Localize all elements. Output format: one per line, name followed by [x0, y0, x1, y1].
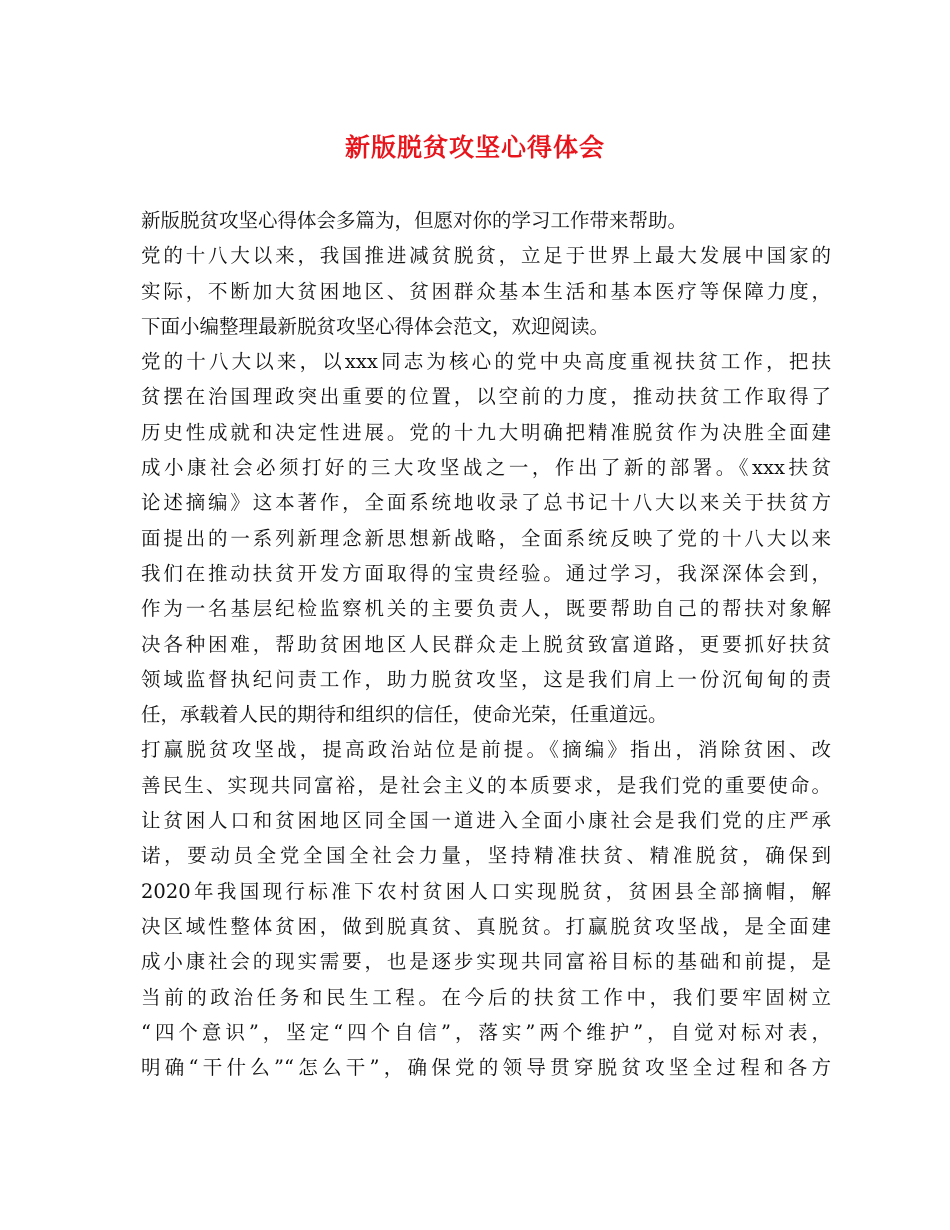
body-line: 领域监督执纪问责工作，助力脱贫攻坚，这是我们肩上一份沉甸甸的责 — [141, 667, 831, 691]
body-line: 历史性成就和决定性进展。党的十九大明确把精准脱贫作为决胜全面建 — [141, 420, 831, 444]
body-line: 实际，不断加大贫困地区、贫困群众基本生活和基本医疗等保障力度， — [141, 279, 831, 303]
document-title: 新版脱贫攻坚心得体会 — [344, 133, 605, 162]
body-line: 明确“干什么”“怎么干”，确保党的领导贯穿脱贫攻坚全过程和各方 — [141, 1056, 831, 1080]
body-line: 新版脱贫攻坚心得体会多篇为，但愿对你的学习工作带来帮助。 — [141, 209, 688, 232]
body-line: 善民生、实现共同富裕，是社会主义的本质要求，是我们党的重要使命。 — [141, 773, 831, 797]
body-line: 党的十八大以来，我国推进减贫脱贫，立足于世界上最大发展中国家的 — [141, 244, 831, 268]
body-line: 成小康社会必须打好的三大攻坚战之一，作出了新的部署。《xxx扶贫 — [141, 456, 831, 480]
body-line: 决区域性整体贫困，做到脱真贫、真脱贫。打赢脱贫攻坚战，是全面建 — [141, 914, 831, 938]
document-body — [141, 203, 831, 1085]
body-line: 面提出的一系列新理念新思想新战略，全面系统反映了党的十八大以来 — [141, 526, 831, 550]
body-line: 诺，要动员全党全国全社会力量，坚持精准扶贫、精准脱贫，确保到 — [141, 844, 831, 868]
body-line: 论述摘编》这本著作，全面系统地收录了总书记十八大以来关于扶贫方 — [141, 491, 831, 515]
body-line: 贫摆在治国理政突出重要的位置，以空前的力度，推动扶贫工作取得了 — [141, 385, 831, 409]
body-line: “四个意识”，坚定“四个自信”，落实”两个维护”，自觉对标对表， — [141, 1020, 831, 1044]
body-line: 2020年我国现行标准下农村贫困人口实现脱贫，贫困县全部摘帽，解 — [141, 879, 831, 903]
body-line: 我们在推动扶贫开发方面取得的宝贵经验。通过学习，我深深体会到， — [141, 561, 831, 585]
body-line: 当前的政治任务和民生工程。在今后的扶贫工作中，我们要牢固树立 — [141, 985, 831, 1009]
body-line: 成小康社会的现实需要，也是逐步实现共同富裕目标的基础和前提，是 — [141, 950, 831, 974]
body-line: 作为一名基层纪检监察机关的主要负责人，既要帮助自己的帮扶对象解 — [141, 597, 831, 621]
body-line: 让贫困人口和贫困地区同全国一道进入全面小康社会是我们党的庄严承 — [141, 809, 831, 833]
body-line: 下面小编整理最新脱贫攻坚心得体会范文，欢迎阅读。 — [141, 314, 610, 338]
body-line: 决各种困难，帮助贫困地区人民群众走上脱贫致富道路，更要抓好扶贫 — [141, 632, 831, 656]
body-line: 党的十八大以来，以xxx同志为核心的党中央高度重视扶贫工作，把扶 — [141, 350, 831, 374]
body-line: 任，承载着人民的期待和组织的信任，使命光荣，任重道远。 — [141, 703, 668, 727]
body-line: 打赢脱贫攻坚战，提高政治站位是前提。《摘编》指出，消除贫困、改 — [141, 738, 831, 762]
